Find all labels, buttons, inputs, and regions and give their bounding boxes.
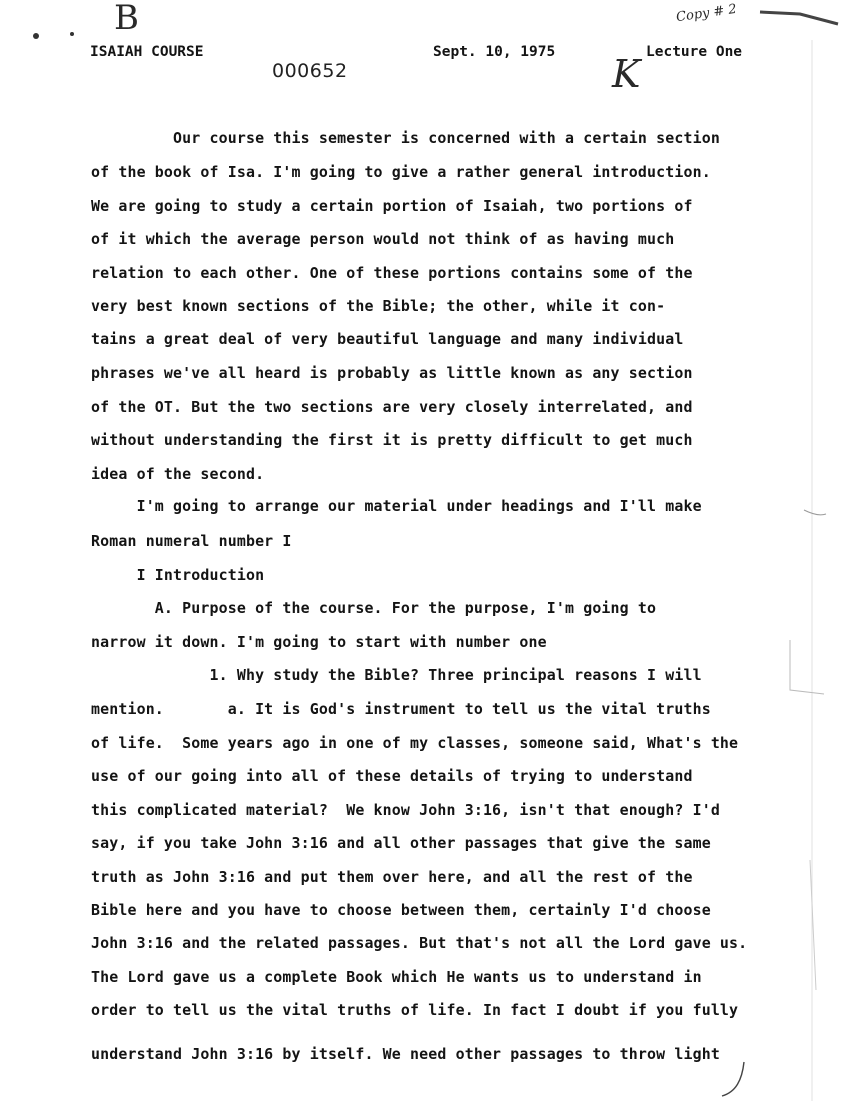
pen-stroke-mark — [722, 1062, 744, 1096]
body-line: of life. Some years ago in one of my classes, someone said, What's the — [91, 734, 739, 752]
body-line: idea of the second. — [91, 465, 265, 483]
body-line: relation to each other. One of these portions contains some of the — [91, 264, 693, 282]
margin-mark — [810, 860, 816, 990]
body-line: say, if you take John 3:16 and all other passages that give the same — [91, 834, 711, 852]
body-line: I Introduction — [91, 566, 265, 584]
body-line: mention. a. It is God's instrument to tell us the vital truths — [91, 700, 711, 718]
body-line: I'm going to arrange our material under headings and I'll make — [91, 497, 702, 515]
body-line: very best known sections of the Bible; the other, while it con- — [91, 297, 666, 315]
body-line: The Lord gave us a complete Book which He wants us to understand in — [91, 968, 702, 986]
pen-stroke-mark — [760, 12, 838, 24]
lecture-date: Sept. 10, 1975 — [433, 44, 556, 60]
body-line: of it which the average person would not think of as having much — [91, 230, 675, 248]
body-line: understand John 3:16 by itself. We need other passages to throw light — [91, 1045, 720, 1063]
document-number: 000652 — [272, 60, 348, 82]
ink-dot — [33, 33, 39, 39]
body-line: We are going to study a certain portion of Isaiah, two portions of — [91, 197, 693, 215]
margin-mark — [804, 510, 826, 515]
body-line: without understanding the first it is pretty difficult to get much — [91, 431, 693, 449]
margin-mark — [790, 640, 824, 694]
body-line: John 3:16 and the related passages. But that's not all the Lord gave us. — [91, 934, 748, 952]
side-letter-mark: K — [612, 52, 641, 96]
body-line: order to tell us the vital truths of life. In fact I doubt if you fully — [91, 1001, 739, 1019]
body-line: of the OT. But the two sections are very closely interrelated, and — [91, 398, 693, 416]
body-line: Roman numeral number I — [91, 532, 292, 550]
body-line: 1. Why study the Bible? Three principal reasons I will — [91, 666, 702, 684]
body-line: A. Purpose of the course. For the purpose, I'm going to — [91, 599, 657, 617]
copy-note-mark: Copy # 2 — [675, 1, 738, 26]
ink-dot — [70, 32, 74, 36]
body-line: phrases we've all heard is probably as little known as any section — [91, 364, 693, 382]
body-line: tains a great deal of very beautiful language and many individual — [91, 330, 684, 348]
corner-letter-mark: B — [114, 0, 139, 38]
body-line: Our course this semester is concerned with a certain section — [91, 129, 720, 147]
body-line: use of our going into all of these details of trying to understand — [91, 767, 693, 785]
lecture-number: Lecture One — [646, 44, 743, 60]
body-line: Bible here and you have to choose between them, certainly I'd choose — [91, 901, 711, 919]
body-line: this complicated material? We know John 3:16, isn't that enough? I'd — [91, 801, 720, 819]
course-title: ISAIAH COURSE — [90, 44, 204, 60]
body-line: of the book of Isa. I'm going to give a rather general introduction. — [91, 163, 711, 181]
body-line: narrow it down. I'm going to start with number one — [91, 633, 547, 651]
body-line: truth as John 3:16 and put them over here, and all the rest of the — [91, 868, 693, 886]
